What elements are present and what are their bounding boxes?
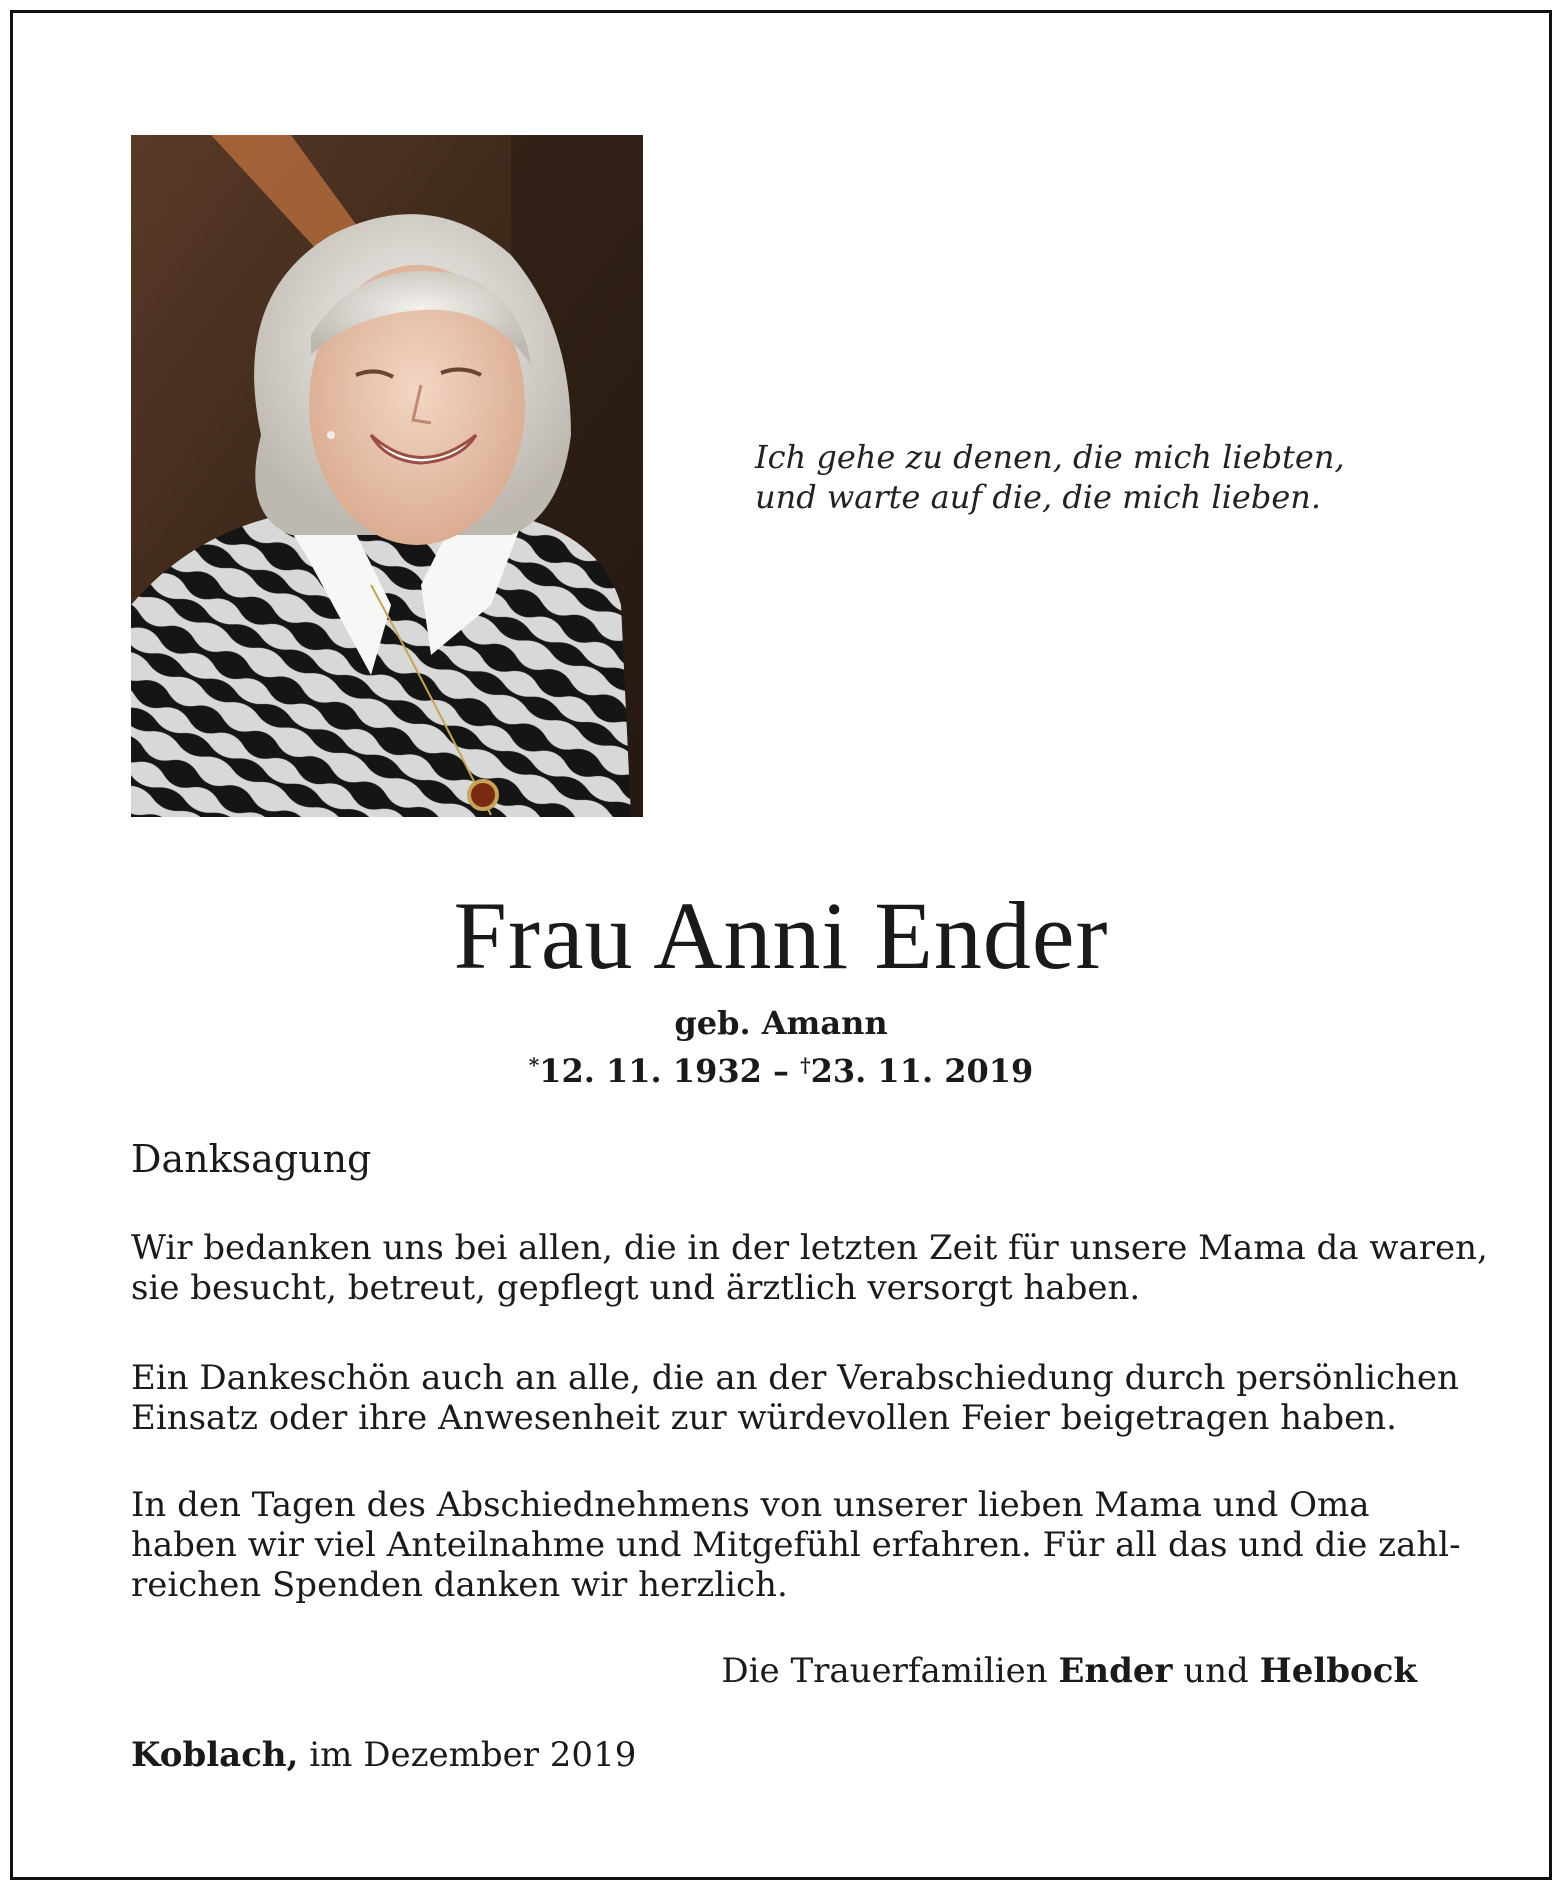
signature-joiner: und: [1172, 1651, 1260, 1691]
quote-line: und warte auf die, die mich lieben.: [755, 478, 1322, 516]
paragraph-line: reichen Spenden danken wir herzlich.: [131, 1565, 788, 1605]
quote-line: Ich gehe zu denen, die mich liebten,: [755, 438, 1345, 476]
paragraph-thanks-sympathy: [131, 1485, 1461, 1605]
family-signature: [721, 1651, 1417, 1691]
life-dates: [13, 1045, 1549, 1091]
deceased-name: Frau Anni Ender: [453, 882, 1109, 989]
paragraph-line: sie besucht, betreut, gepflegt und ärztlich versorgt haben.: [131, 1268, 1141, 1308]
death-date: 23. 11. 2019: [810, 1052, 1034, 1090]
family-name-ender: Ender: [1058, 1651, 1173, 1691]
birth-symbol: *: [528, 1053, 540, 1077]
signature-prefix: Die Trauerfamilien: [721, 1651, 1059, 1691]
date-text: im Dezember 2019: [298, 1735, 637, 1775]
paragraph-line: In den Tagen des Abschiednehmens von unserer lieben Mama und Oma: [131, 1485, 1370, 1525]
section-heading: Danksagung: [131, 1137, 372, 1181]
paragraph-line: Wir bedanken uns bei allen, die in der letzten Zeit für unsere Mama da waren,: [131, 1228, 1488, 1268]
paragraph-line: Einsatz oder ihre Anwesenheit zur würdevollen Feier beigetragen haben.: [131, 1398, 1397, 1438]
paragraph-thanks-farewell: [131, 1358, 1459, 1438]
paragraph-thanks-care: [131, 1228, 1488, 1308]
maiden-name: geb. Amann: [674, 1004, 888, 1042]
date-separator: –: [761, 1052, 801, 1090]
memorial-quote: [755, 437, 1375, 517]
portrait-photo-illustration: [131, 135, 643, 817]
place-and-date: [131, 1735, 636, 1775]
obituary-notice: [10, 10, 1552, 1880]
place-name: Koblach,: [131, 1735, 299, 1775]
birth-date: 12. 11. 1932: [539, 1052, 762, 1090]
death-symbol: †: [800, 1053, 811, 1077]
portrait-photo: [131, 135, 643, 817]
paragraph-line: Ein Dankeschön auch an alle, die an der Verabschiedung durch persönlichen: [131, 1358, 1459, 1398]
family-name-helbock: Helbock: [1259, 1651, 1417, 1691]
paragraph-line: haben wir viel Anteilnahme und Mitgefühl erfahren. Für all das und die zahl-: [131, 1525, 1461, 1565]
